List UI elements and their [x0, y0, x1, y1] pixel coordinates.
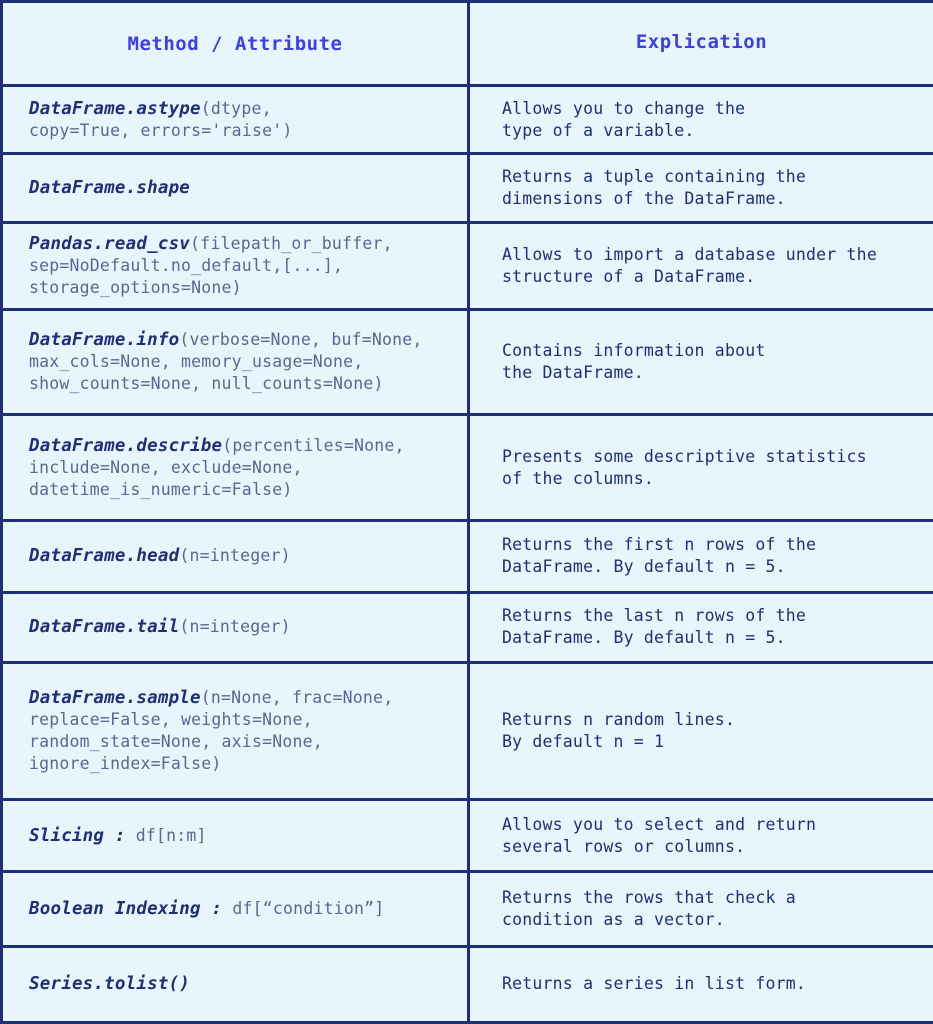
header-row [2, 2, 933, 86]
header-method: Method / Attribute [2, 2, 469, 86]
table-row [2, 946, 933, 1022]
method-name: DataFrame.sample [29, 688, 201, 708]
method-cell [2, 946, 469, 1022]
explication-text: Allows to import a database under the structure of a DataFrame. [502, 245, 877, 287]
method-signature [29, 545, 453, 567]
method-signature [29, 435, 453, 501]
table-body [2, 86, 933, 1023]
method-signature [29, 616, 453, 638]
method-cell [2, 86, 469, 154]
method-arguments: (dtype, copy=True, errors='raise') [29, 98, 293, 140]
method-name: Boolean Indexing : [29, 899, 223, 920]
explication-text: Allows you to select and return several rows or columns. [502, 814, 817, 856]
explication-cell [469, 154, 933, 223]
method-signature [29, 973, 453, 995]
explication-cell [469, 592, 933, 662]
explication-cell [469, 946, 933, 1022]
method-name: DataFrame.info [29, 329, 180, 350]
method-name: Series.tolist() [29, 974, 191, 995]
method-name: DataFrame.head [29, 546, 180, 567]
method-name: DataFrame.tail [29, 617, 180, 638]
explication-text: Returns the last n rows of the DataFrame. By default n = 5. [502, 606, 807, 648]
method-name: DataFrame.shape [29, 178, 191, 199]
method-signature [29, 825, 453, 847]
table-row [2, 800, 933, 872]
explication-text: Allows you to change the type of a variable. [502, 98, 746, 140]
method-name: Slicing : [29, 825, 126, 846]
explication-text: Returns a tuple containing the dimensions of the DataFrame. [502, 167, 807, 209]
explication-cell [469, 223, 933, 309]
explication-text: Returns n random lines. By default n = 1 [502, 710, 736, 751]
table-row [2, 415, 933, 521]
table-row [2, 223, 933, 309]
method-cell [2, 872, 469, 946]
table-row [2, 154, 933, 223]
method-signature [29, 98, 453, 142]
method-name: DataFrame.astype [29, 98, 201, 119]
method-arguments: (filepath_or_buffer, sep=NoDefault.no_default,[...], storage_options=None) [29, 234, 393, 298]
explication-cell [469, 86, 933, 154]
explication-text: Returns a series in list form. [502, 974, 807, 994]
method-arguments: (n=integer) [179, 546, 291, 566]
explication-cell [469, 800, 933, 872]
table-row [2, 662, 933, 799]
table-row [2, 86, 933, 154]
method-arguments: (n=integer) [179, 617, 291, 637]
method-cell [2, 309, 469, 414]
method-arguments: (n=None, frac=None, replace=False, weights=None, random_state=None, axis=None, ignore_index=False) [29, 688, 394, 773]
method-cell [2, 415, 469, 521]
explication-text: Contains information about the DataFrame. [502, 340, 766, 382]
method-cell [2, 223, 469, 309]
explication-text: Returns the rows that check a condition as a vector. [502, 888, 796, 930]
method-signature [29, 687, 453, 775]
method-signature [29, 898, 453, 920]
explication-cell [469, 872, 933, 946]
method-cell [2, 154, 469, 223]
method-name: Pandas.read_csv [29, 234, 191, 255]
method-cell [2, 521, 469, 592]
method-signature [29, 177, 453, 199]
table-row [2, 521, 933, 592]
explication-cell [469, 521, 933, 592]
method-arguments: (percentiles=None, include=None, exclude=None, datetime_is_numeric=False) [29, 435, 405, 499]
method-name: DataFrame.describe [29, 435, 223, 456]
header-explication: Explication [469, 2, 933, 86]
method-signature [29, 329, 453, 395]
explication-text: Presents some descriptive statistics of the columns. [502, 446, 867, 488]
table-row [2, 309, 933, 414]
method-arguments: (verbose=None, buf=None, max_cols=None, memory_usage=None, show_counts=None, null_counts=None) [29, 329, 423, 393]
explication-cell [469, 309, 933, 414]
method-arguments: df[“condition”] [222, 899, 385, 919]
method-arguments: df[n:m] [125, 825, 207, 845]
explication-text: Returns the first n rows of the DataFrame. By default n = 5. [502, 535, 817, 577]
explication-cell [469, 415, 933, 521]
method-cell [2, 662, 469, 799]
table-row [2, 872, 933, 946]
explication-cell [469, 662, 933, 799]
method-cell [2, 800, 469, 872]
method-signature [29, 233, 453, 299]
method-cell [2, 592, 469, 662]
table-row [2, 592, 933, 662]
